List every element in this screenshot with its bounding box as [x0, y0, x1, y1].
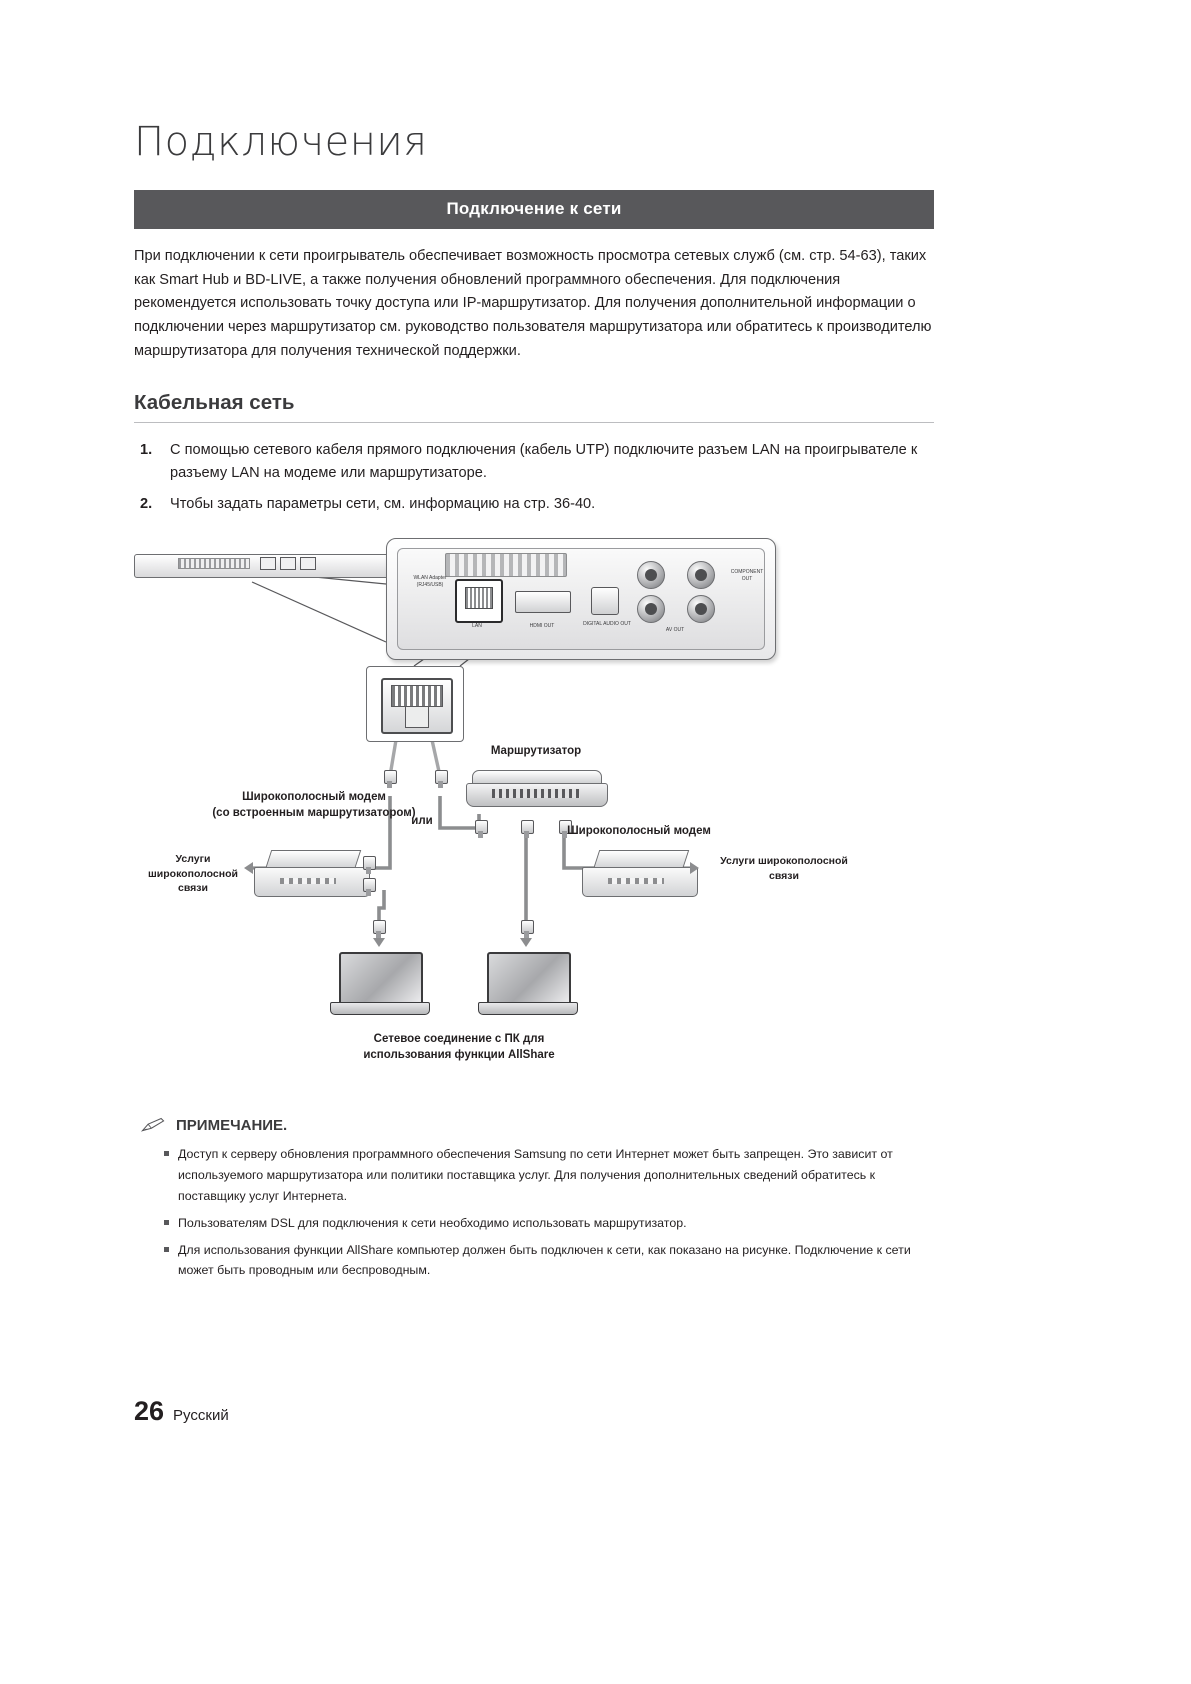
list-item: Для использования функции AllShare компьютер должен быть подключен к сети, как показано на рисунке. Подключение к сети может быть проводным или беспроводным.: [178, 1240, 934, 1282]
router-device: [466, 770, 606, 814]
note-section: [134, 1116, 934, 1281]
list-item: Пользователям DSL для подключения к сети необходимо использовать маршрутизатор.: [178, 1213, 934, 1234]
digital-audio-label: DIGITAL AUDIO OUT: [583, 621, 631, 628]
arrow-icon: [690, 862, 699, 874]
pencil-icon: [140, 1116, 166, 1134]
note-title: ПРИМЕЧАНИЕ.: [176, 1116, 288, 1134]
broadband-modem-device: [582, 850, 696, 896]
hdmi-port-icon: [515, 591, 571, 613]
page-title: Подключения: [134, 119, 428, 165]
component-out-label: COMPONENT OUT: [730, 569, 764, 582]
step-number: 1.: [140, 442, 153, 459]
cable-plug-icon: [520, 820, 533, 838]
page-content: [134, 120, 934, 1287]
arrow-icon: [373, 938, 385, 947]
cable-plug-icon: [434, 770, 447, 788]
cable-plug-icon: [372, 920, 385, 938]
cable-plug-icon: [520, 920, 533, 938]
lan-port-label: LAN: [472, 623, 482, 630]
step-number: 2.: [140, 496, 153, 513]
hdmi-port-label: HDMI OUT: [529, 623, 555, 630]
steps-list: [134, 439, 934, 516]
wlan-adapter-label: WLAN Adapter (RJ45/USB): [413, 575, 447, 588]
optical-port-icon: [591, 587, 619, 615]
arrow-icon: [520, 938, 532, 947]
lan-port-icon: [455, 579, 503, 623]
broadband-service-left-label: Услуги широкополосной связи: [148, 853, 238, 894]
page-language: Русский: [173, 1407, 229, 1424]
lan-jack-icon: [381, 678, 453, 734]
laptop-device: [478, 952, 576, 1020]
rear-panel-closeup: [386, 538, 776, 660]
list-item: Доступ к серверу обновления программного обеспечения Samsung по сети Интернет может быть запрещен. Это зависит от используемого маршрутизатора или политики поставщика услуг. Для получения дополнительных сведений обратитесь к поставщику услуг Интернета.: [178, 1144, 934, 1206]
note-list: [134, 1144, 934, 1281]
subsection-title: Кабельная сеть: [134, 391, 934, 423]
cable-plug-icon: [362, 856, 375, 874]
pc-connection-caption: Сетевое соединение с ПК для использования функции AllShare: [363, 1033, 555, 1061]
cable-plug-icon: [383, 770, 396, 788]
page-footer: [134, 1396, 229, 1427]
laptop-device: [330, 952, 428, 1020]
list-item: [134, 439, 934, 485]
network-connection-diagram: [134, 538, 934, 1098]
or-label: или: [411, 815, 433, 828]
lan-jack-zoom: [366, 666, 464, 742]
page-number: 26: [134, 1396, 165, 1426]
step-text: Чтобы задать параметры сети, см. информацию на стр. 36-40.: [170, 496, 596, 513]
broadband-modem-with-router-device: [254, 850, 368, 896]
cable-plug-icon: [474, 820, 487, 838]
section-header-bar: Подключение к сети: [134, 190, 934, 229]
note-header: [140, 1116, 934, 1134]
cable-plug-icon: [362, 878, 375, 896]
broadband-service-right-label: Услуги широкополосной связи: [720, 855, 848, 882]
av-out-label: AV OUT: [665, 627, 685, 634]
list-item: [134, 493, 934, 516]
broadband-modem-label: Широкополосный модем: [567, 825, 711, 838]
broadband-modem-with-router-label: Широкополосный модем (со встроенным маршрутизатором): [212, 791, 416, 819]
player-rear-strip: [134, 548, 392, 588]
step-text: С помощью сетевого кабеля прямого подключения (кабель UTP) подключите разъем LAN на проигрывателе к разъему LAN на модеме или маршрутизаторе.: [170, 442, 918, 482]
router-label: Маршрутизатор: [490, 745, 582, 758]
intro-paragraph: При подключении к сети проигрыватель обеспечивает возможность просмотра сетевых служб (см. стр. 54-63), таких как Smart Hub и BD-LIVE, а также получения обновлений программного обеспечения. Для подключения рекомендуется использовать точку доступа или IP-маршрутизатор. Для получения дополнительной информации о подключении через маршрутизатор см. руководство пользователя маршрутизатора или обратитесь к производителю маршрутизатора для получения технической поддержки.: [134, 248, 932, 359]
